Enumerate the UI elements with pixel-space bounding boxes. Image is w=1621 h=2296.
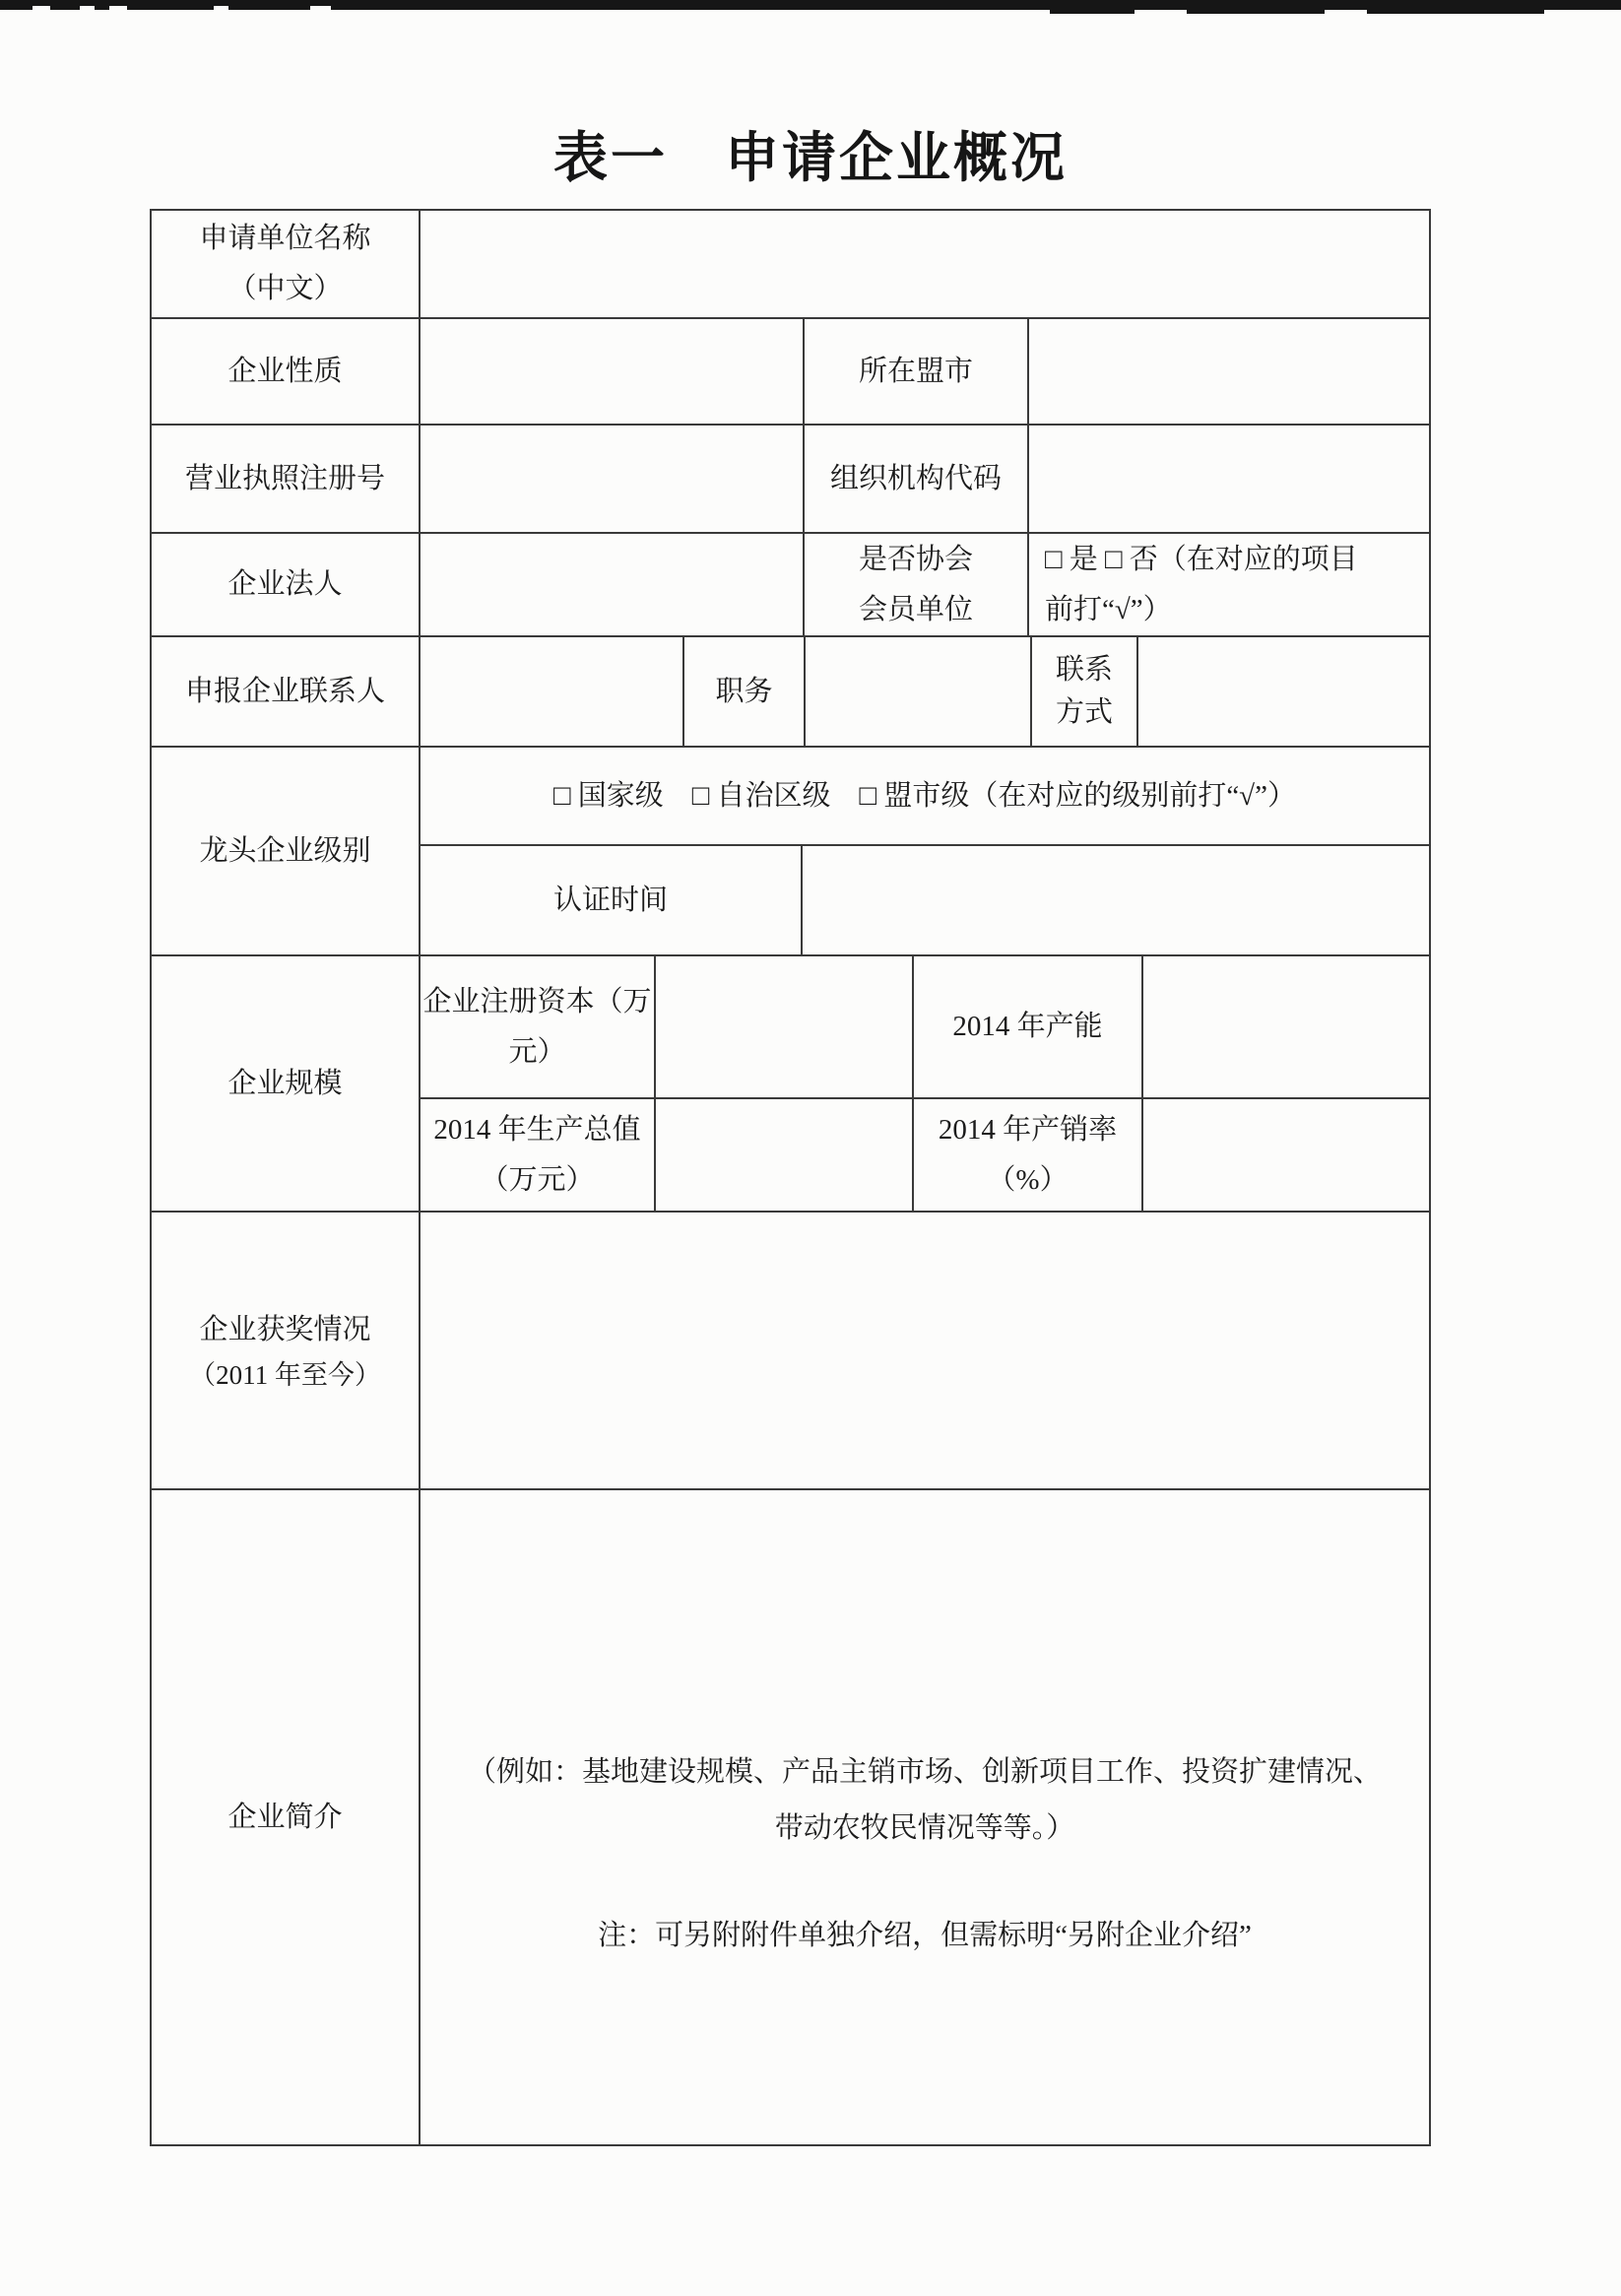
scan-artifact-tab [1367, 0, 1544, 14]
nature-label: 企业性质 [152, 319, 421, 424]
row-contact [152, 637, 1429, 748]
applicant-name-label: 申请单位名称 （中文） [152, 211, 421, 317]
enterprise-overview-table [150, 209, 1431, 2146]
position-value-cell [806, 637, 1032, 746]
legal-person-label: 企业法人 [152, 534, 421, 635]
license-no-label: 营业执照注册号 [152, 426, 421, 532]
assoc-member-options [1029, 534, 1429, 635]
applicant-name-value-cell [421, 211, 1429, 317]
leading-level-options-row [421, 748, 1429, 846]
sales-rate-2014-label: 2014 年产销率（%） [914, 1099, 1143, 1211]
scan-artifact-notch [310, 6, 331, 10]
org-code-label: 组织机构代码 [805, 426, 1029, 532]
cert-time-row [421, 846, 1429, 954]
scan-artifact-notch [109, 6, 127, 10]
nature-value-cell [421, 319, 805, 424]
profile-label: 企业简介 [152, 1490, 421, 2144]
org-code-value-cell [1029, 426, 1429, 532]
scan-artifact-notch [214, 6, 228, 10]
row-awards [152, 1213, 1429, 1490]
row-nature-league [152, 319, 1429, 426]
position-label: 职务 [684, 637, 806, 746]
scan-artifact-notch [32, 6, 50, 10]
leading-level-sub [421, 748, 1429, 954]
scan-artifact-top-bar [0, 0, 1621, 10]
output-2014-label: 2014 年生产总值（万元） [421, 1099, 656, 1211]
license-no-value-cell [421, 426, 805, 532]
contact-method-value-cell [1138, 637, 1429, 746]
profile-note-text: 注：可另附附件单独介绍，但需标明“另附企业介绍” [598, 1920, 1252, 1952]
document-title: 表一 申请企业概况 [552, 126, 1068, 189]
profile-content-cell [421, 1490, 1429, 2144]
scan-artifact-tab [1187, 0, 1325, 14]
scale-sub [421, 956, 1429, 1211]
league-city-value-cell [1029, 319, 1429, 424]
awards-value-cell [421, 1213, 1429, 1488]
awards-label: 企业获奖情况 （2011 年至今） [152, 1213, 421, 1488]
contact-method-label: 联系方式 [1032, 637, 1138, 746]
row-license-orgcode [152, 426, 1429, 534]
scan-artifact-notch [80, 6, 95, 10]
row-profile [152, 1490, 1429, 2144]
league-city-label: 所在盟市 [805, 319, 1029, 424]
row-scale [152, 956, 1429, 1213]
assoc-member-label: 是否协会 会员单位 [805, 534, 1029, 635]
row-applicant-name [152, 211, 1429, 319]
contact-value-cell [421, 637, 684, 746]
scale-label: 企业规模 [152, 956, 421, 1211]
row-leading-level [152, 748, 1429, 956]
scan-artifact-tab [1050, 0, 1135, 14]
assoc-member-checkboxes: □ 是 □ 否（在对应的项目前打“√”） [1045, 543, 1358, 625]
capacity-2014-label: 2014 年产能 [914, 956, 1143, 1097]
scale-row-1 [421, 956, 1429, 1099]
sales-rate-2014-value-cell [1143, 1099, 1429, 1211]
legal-person-value-cell [421, 534, 805, 635]
cert-time-label: 认证时间 [421, 846, 803, 954]
output-2014-value-cell [656, 1099, 914, 1211]
contact-label: 申报企业联系人 [152, 637, 421, 746]
capacity-2014-value-cell [1143, 956, 1429, 1097]
reg-capital-label: 企业注册资本（万元） [421, 956, 656, 1097]
row-legal-assoc [152, 534, 1429, 637]
leading-level-checkboxes: □ 国家级 □ 自治区级 □ 盟市级（在对应的级别前打“√”） [553, 779, 1296, 812]
reg-capital-value-cell [656, 956, 914, 1097]
cert-time-value-cell [803, 846, 1429, 954]
scale-row-2 [421, 1099, 1429, 1211]
leading-level-label: 龙头企业级别 [152, 748, 421, 954]
profile-hint-text: （例如：基地建设规模、产品主销市场、创新项目工作、投资扩建情况、带动农牧民情况等等。） [467, 1756, 1382, 1844]
